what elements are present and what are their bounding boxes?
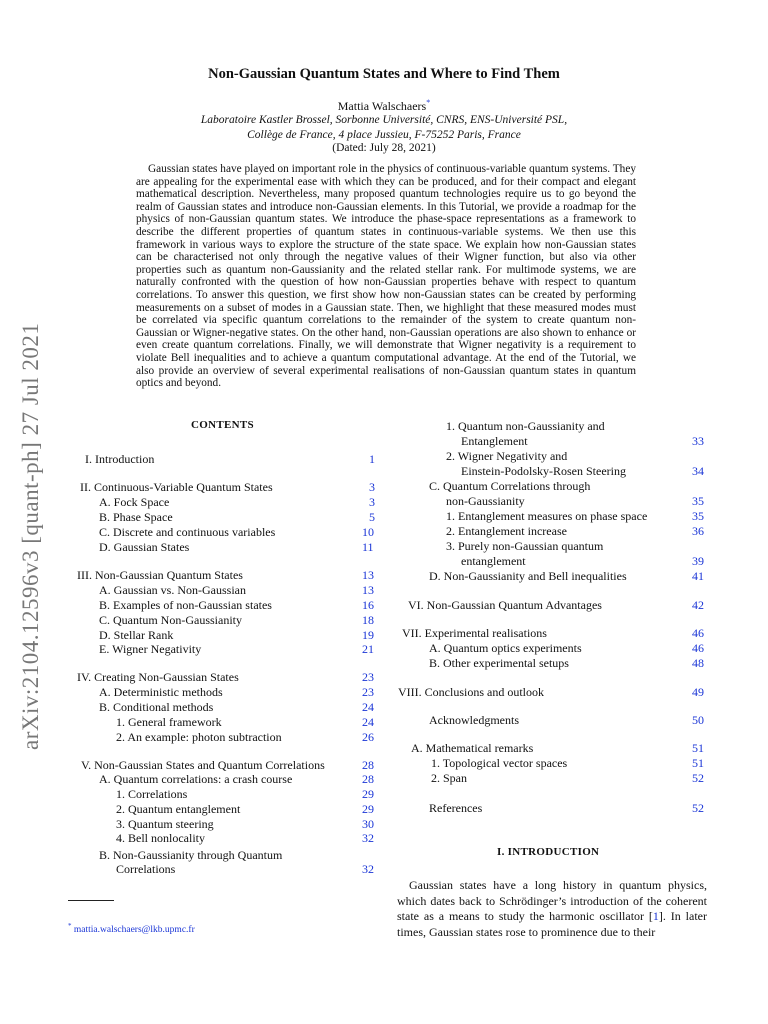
- toc-page-number[interactable]: 13: [362, 568, 374, 582]
- toc-entry-label[interactable]: Entanglement: [461, 434, 528, 448]
- toc-page-number[interactable]: 30: [362, 817, 374, 831]
- toc-page-number[interactable]: 50: [692, 713, 704, 727]
- toc-entry-label[interactable]: non-Gaussianity: [446, 494, 525, 508]
- toc-entry-label[interactable]: 1. General framework: [116, 715, 222, 729]
- toc-page-number[interactable]: 32: [362, 862, 374, 876]
- affiliation: [0, 113, 768, 142]
- intro-text-part-2: ]. In later times, Gaussian states rose to prominence due to their: [397, 909, 708, 939]
- citation-link[interactable]: 1: [652, 909, 659, 923]
- toc-entry-label[interactable]: C. Quantum Non-Gaussianity: [99, 613, 242, 627]
- toc-entry-label[interactable]: A. Quantum optics experiments: [429, 641, 582, 655]
- toc-entry-label[interactable]: VIII. Conclusions and outlook: [398, 685, 544, 699]
- abstract: Gaussian states have played on important role in the physics of continuous-variable quantum systems. They are appealing for the experimental ease with which they can be produced, and for their compact and elegant mathematical description. Nevertheless, many proposed quantum technologies require us to go beyond the realm of Gaussian states and introduce non-Gaussian elements. In this Tutorial, we provide a roadmap for the physics of non-Gaussian quantum states. We introduce the phase-space representations as a framework to describe the different properties of quantum states in continuous-variable systems. We then use this framework in various ways to explore the structure of the state space. We explain how non-Gaussian states can be characterised not only through the negative values of their Wigner function, but also via other properties such as quantum non-Gaussianity and the related stellar rank. For multimode systems, we are naturally confronted with the question of how non-Gaussian properties behave with respect to quantum correlations. To answer this question, we first show how non-Gaussian states can be created by performing measurements on a subset of modes in a Gaussian state. Then, we highlight that these measured modes must be correlated via specific quantum correlations to the remainder of the system to create quantum non-Gaussian or Wigner-negative states. On the other hand, non-Gaussian operations are also shown to enhance or even create quantum correlations. Finally, we will demonstrate that Wigner negativity is a requirement to violate Bell inequalities and to achieve a quantum computational advantage. At the end of the Tutorial, we also provide an overview of several experimental realisations of non-Gaussian quantum states in quantum optics and beyond.: [136, 163, 636, 390]
- toc-page-number[interactable]: 33: [692, 434, 704, 448]
- introduction-paragraph: [397, 878, 707, 940]
- toc-page-number[interactable]: 19: [362, 628, 374, 642]
- toc-page-number[interactable]: 46: [692, 626, 704, 640]
- dated-line: (Dated: July 28, 2021): [332, 142, 436, 154]
- toc-page-number[interactable]: 48: [692, 656, 704, 670]
- toc-page-number[interactable]: 11: [362, 540, 374, 554]
- section-heading-introduction: I. INTRODUCTION: [497, 846, 600, 858]
- toc-entry-label[interactable]: entanglement: [461, 554, 526, 568]
- arxiv-stamp: arXiv:2104.12596v3 [quant-ph] 27 Jul 2021: [18, 322, 43, 750]
- toc-entry-label[interactable]: A. Deterministic methods: [99, 685, 223, 699]
- toc-entry-label[interactable]: 1. Correlations: [116, 787, 188, 801]
- toc-page-number[interactable]: 23: [362, 670, 374, 684]
- toc-entry-label[interactable]: 2. Quantum entanglement: [116, 802, 241, 816]
- toc-entry-label[interactable]: 1. Entanglement measures on phase space: [446, 509, 648, 523]
- toc-entry-label[interactable]: A. Mathematical remarks: [411, 741, 534, 755]
- toc-page-number[interactable]: 1: [369, 452, 375, 466]
- toc-page-number[interactable]: 28: [362, 772, 374, 786]
- toc-entry-label[interactable]: 2. An example: photon subtraction: [116, 730, 282, 744]
- toc-entry-label[interactable]: Acknowledgments: [429, 713, 519, 727]
- toc-page-number[interactable]: 35: [692, 509, 704, 523]
- toc-entry-label[interactable]: B. Conditional methods: [99, 700, 214, 714]
- toc-page-number[interactable]: 41: [692, 569, 704, 583]
- toc-entry-label[interactable]: D. Stellar Rank: [99, 628, 174, 642]
- toc-page-number[interactable]: 10: [362, 525, 374, 539]
- toc-entry-label[interactable]: D. Non-Gaussianity and Bell inequalities: [429, 569, 627, 583]
- toc-page-number[interactable]: 51: [692, 741, 704, 755]
- toc-page-number[interactable]: 24: [362, 715, 374, 729]
- toc-entry-label[interactable]: III. Non-Gaussian Quantum States: [77, 568, 243, 582]
- toc-page-number[interactable]: 29: [362, 787, 374, 801]
- toc-page-number[interactable]: 51: [692, 756, 704, 770]
- toc-page-number[interactable]: 3: [369, 480, 375, 494]
- toc-entry-label[interactable]: A. Gaussian vs. Non-Gaussian: [99, 583, 246, 597]
- toc-page-number[interactable]: 28: [362, 758, 374, 772]
- toc-page-number[interactable]: 29: [362, 802, 374, 816]
- toc-entry-label[interactable]: 1. Topological vector spaces: [431, 756, 568, 770]
- affiliation-line-1: Laboratoire Kastler Brossel, Sorbonne Université, CNRS, ENS-Université PSL,: [200, 114, 568, 126]
- toc-entry-label[interactable]: 3. Purely non-Gaussian quantum: [446, 539, 604, 553]
- footnote-mark: *: [68, 922, 72, 930]
- toc-page-number[interactable]: 34: [692, 464, 704, 478]
- toc-page-number[interactable]: 3: [369, 495, 375, 509]
- toc-entry-label[interactable]: C. Discrete and continuous variables: [99, 525, 276, 539]
- toc-page-number[interactable]: 13: [362, 583, 374, 597]
- toc-page-number[interactable]: 32: [362, 831, 374, 845]
- toc-page-number[interactable]: 21: [362, 642, 374, 656]
- footnote-rule: [68, 900, 114, 901]
- toc-entry-label[interactable]: Einstein-Podolsky-Rosen Steering: [461, 464, 626, 478]
- paper-title: Non-Gaussian Quantum States and Where to Find Them: [208, 66, 560, 82]
- intro-text-part-1: Gaussian states have a long history in quantum physics, which dates back to Schrödinger’s introduction of the coherent state as a means to study the harmonic oscillator [: [397, 878, 707, 923]
- toc-entry-label[interactable]: VII. Experimental realisations: [402, 626, 547, 640]
- toc-page-number[interactable]: 52: [692, 771, 704, 785]
- toc-page-number[interactable]: 16: [362, 598, 374, 612]
- author-line: [0, 98, 768, 114]
- toc-page-number[interactable]: 24: [362, 700, 374, 714]
- toc-entry-label[interactable]: C. Quantum Correlations through: [429, 479, 591, 493]
- toc-page-number[interactable]: 46: [692, 641, 704, 655]
- toc-entry-label[interactable]: A. Fock Space: [99, 495, 170, 509]
- affiliation-line-2: Collège de France, 4 place Jussieu, F-75252 Paris, France: [247, 128, 521, 141]
- toc-entry-label[interactable]: References: [429, 801, 483, 815]
- toc-page-number[interactable]: 49: [692, 685, 704, 699]
- toc-page-number[interactable]: 42: [692, 598, 704, 612]
- toc-page-number[interactable]: 35: [692, 494, 704, 508]
- toc-entry-label[interactable]: E. Wigner Negativity: [99, 642, 202, 656]
- toc-entry-label[interactable]: B. Phase Space: [99, 510, 173, 524]
- toc-page-number[interactable]: 23: [362, 685, 374, 699]
- toc-entry-label[interactable]: 1. Quantum non-Gaussianity and: [446, 419, 605, 433]
- author-name: Mattia Walschaers: [337, 99, 427, 113]
- contents-heading: CONTENTS: [191, 419, 254, 431]
- toc-entry-label[interactable]: B. Other experimental setups: [429, 656, 569, 670]
- footnote: [68, 922, 195, 935]
- toc-page-number[interactable]: 5: [369, 510, 375, 524]
- toc-entry-label[interactable]: B. Non-Gaussianity through Quantum: [99, 848, 283, 862]
- toc-page-number[interactable]: 39: [692, 554, 704, 568]
- toc-entry-label[interactable]: V. Non-Gaussian States and Quantum Correlations: [81, 758, 325, 772]
- toc-page-number[interactable]: 26: [362, 730, 374, 744]
- toc-entry-label[interactable]: 4. Bell nonlocality: [116, 831, 205, 845]
- toc-entry-label[interactable]: B. Examples of non-Gaussian states: [99, 598, 272, 612]
- author-footnote-mark[interactable]: *: [426, 98, 431, 107]
- toc-page-number[interactable]: 52: [692, 801, 704, 815]
- footnote-email-link[interactable]: mattia.walschaers@lkb.upmc.fr: [73, 925, 195, 936]
- toc-entry-label[interactable]: 2. Wigner Negativity and: [446, 449, 568, 463]
- toc-entry-label[interactable]: 3. Quantum steering: [116, 817, 214, 831]
- toc-entry-label[interactable]: VI. Non-Gaussian Quantum Advantages: [408, 598, 602, 612]
- toc-page-number[interactable]: 18: [362, 613, 374, 627]
- toc-entry-label[interactable]: Correlations: [116, 862, 176, 876]
- toc-page-number[interactable]: 36: [692, 524, 704, 538]
- toc-entry-label[interactable]: A. Quantum correlations: a crash course: [99, 772, 293, 786]
- toc-entry-label[interactable]: II. Continuous-Variable Quantum States: [80, 480, 273, 494]
- toc-entry-label[interactable]: 2. Span: [431, 771, 467, 785]
- toc-entry-label[interactable]: IV. Creating Non-Gaussian States: [77, 670, 239, 684]
- toc-entry-label[interactable]: I. Introduction: [85, 452, 155, 466]
- toc-entry-label[interactable]: D. Gaussian States: [99, 540, 190, 554]
- toc-entry-label[interactable]: 2. Entanglement increase: [446, 524, 567, 538]
